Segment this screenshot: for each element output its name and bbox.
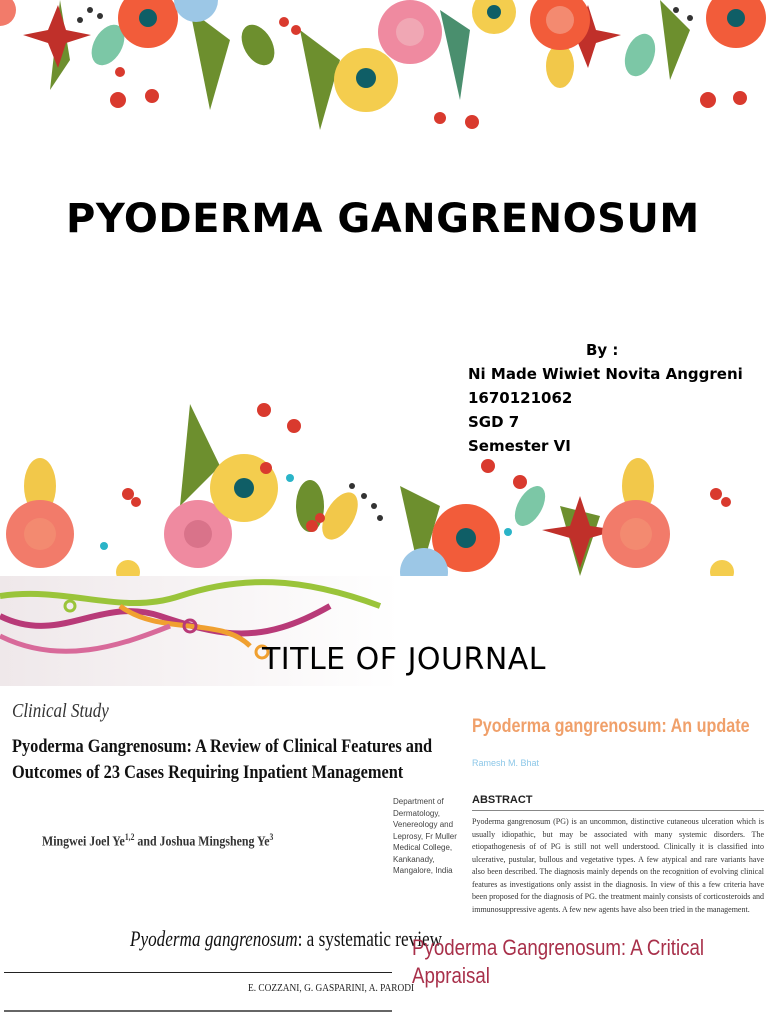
presentation-title: PYODERMA GANGRENOSUM <box>66 196 700 242</box>
abstract-text: Pyoderma gangrenosum (PG) is an uncommon, distinctive cutaneous ulceration which is usually idiopathic, but may be associated with many systemic disorders. The etiopathogenesis of of PG is still not well understood. Clinically it is classified into ulcerative, pustular, bullous and vegetative types. A few atypical and rare variants have also been described. The diagnosis mainly depends on the recognition of evolving clinical features as investigations only assist in the diagnosis. In view of this a few criteria have been proposed for the diagnosis of PG. the treatment mainly consists of corticosteroids and immunosuppressive agents. A few new agents have also been tried in the management. <box>472 817 764 914</box>
author-1-affiliation: 1,2 <box>124 832 135 842</box>
floral-border-top-icon <box>0 0 768 140</box>
journal4-title <box>412 934 704 990</box>
author-2-affiliation: 3 <box>269 832 274 842</box>
by-label: By : <box>586 341 619 359</box>
author-name: Ni Made Wiwiet Novita Anggreni <box>468 365 743 383</box>
journal1-authors <box>42 832 273 851</box>
journal2-department: Department of Dermatology, Venereology and Leprosy, Fr Muller Medical College, Kankanady, Mangalore, India <box>393 797 457 875</box>
abstract-divider <box>472 810 764 811</box>
journal3-title-rest: : a systematic review <box>297 926 442 951</box>
floral-border-bottom-icon <box>0 396 768 576</box>
group-label: SGD 7 <box>468 413 520 431</box>
journal-slide <box>0 576 768 1024</box>
journal3-divider-top <box>4 972 392 973</box>
journal1-title-line1: Pyoderma Gangrenosum: A Review of Clinical Features and <box>12 736 433 757</box>
author-1: Mingwei Joel Ye <box>42 834 125 850</box>
journal4-title-line1: Pyoderma Gangrenosum: A Critical <box>412 935 705 960</box>
journal3-authors: E. COZZANI, G. GASPARINI, A. PARODI <box>248 982 415 994</box>
journal2-title: Pyoderma gangrenosum: An update <box>472 716 750 737</box>
abstract-heading: ABSTRACT <box>472 794 533 806</box>
semester-label: Semester VI <box>468 437 571 455</box>
student-id: 1670121062 <box>468 389 573 407</box>
journal1-title-line2: Outcomes of 23 Cases Requiring Inpatient Management <box>12 762 404 783</box>
slide-title: TITLE OF JOURNAL <box>261 642 547 677</box>
journal1-title <box>12 734 432 786</box>
journal3-title-italic: Pyoderma gangrenosum <box>130 926 298 951</box>
journal1-category: Clinical Study <box>12 700 109 722</box>
journal3-divider-bottom <box>4 1010 392 1012</box>
journal4-title-line2: Appraisal <box>412 963 490 988</box>
author-2: and Joshua Mingsheng Ye <box>134 834 270 850</box>
journal2-author: Ramesh M. Bhat <box>472 758 540 768</box>
journal3-title <box>130 926 442 952</box>
